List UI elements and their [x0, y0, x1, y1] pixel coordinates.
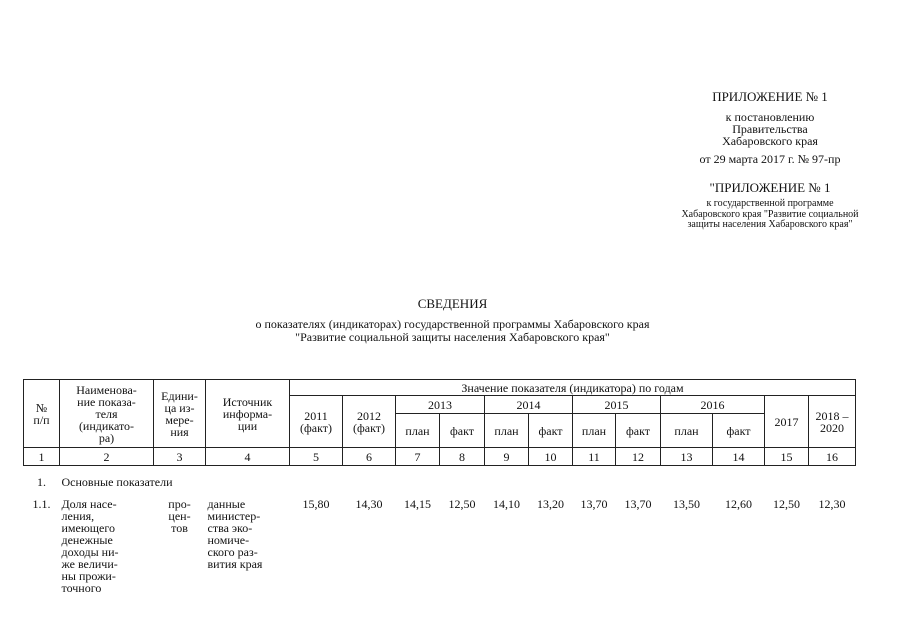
header-year-2017: 2017: [765, 396, 809, 448]
appendix-to-line: Хабаровского края: [722, 134, 818, 148]
appendix-inner-title: "ПРИЛОЖЕНИЕ № 1: [709, 180, 831, 195]
row-num: 1.1.: [32, 497, 51, 511]
value-2013-plan: 14,15: [404, 497, 431, 511]
value-2015-plan: 13,70: [580, 497, 608, 511]
row-unit: про- цен- тов: [168, 497, 191, 535]
appendix-inner-line: к государственной программе: [706, 198, 834, 209]
header-plan: план: [396, 414, 440, 448]
header-fact: факт: [529, 414, 573, 448]
header-year-2011: 2011 (факт): [290, 396, 343, 448]
value-2018-2020: 12,30: [818, 497, 846, 511]
doc-title: СВЕДЕНИЯ: [417, 296, 488, 311]
value-2016-fact: 12,60: [725, 497, 752, 511]
column-number-row: [24, 448, 856, 466]
header-fact: факт: [440, 414, 485, 448]
value-2017: 12,50: [773, 497, 800, 511]
value-2012-fact: 14,30: [355, 497, 383, 511]
appendix-date: от 29 марта 2017 г. № 97-пр: [699, 152, 841, 166]
column-number: 1: [24, 448, 60, 466]
row-source: данные министер- ства эко- номиче- ского раз- вития края: [207, 497, 263, 571]
table-row: [24, 488, 856, 594]
header-plan: план: [573, 414, 616, 448]
header-year-2018-2020: 2018 – 2020: [809, 396, 856, 448]
column-number: 9: [485, 448, 529, 466]
header-year-2013: 2013: [396, 396, 485, 414]
appendix-title: ПРИЛОЖЕНИЕ № 1: [712, 89, 828, 104]
header-unit: Едини- ца из- мере- ния: [154, 380, 206, 448]
header-fact: факт: [616, 414, 661, 448]
appendix-to-line: Правительства: [732, 122, 808, 136]
appendix-to-line: к постановлению: [725, 110, 815, 124]
appendix-inner-block: [620, 199, 905, 231]
header-name: Наименова- ние показа- теля (индикато- ра): [60, 380, 154, 448]
column-number: 6: [343, 448, 396, 466]
column-number: 8: [440, 448, 485, 466]
appendix-inner-line: Хабаровского края "Развитие социальной: [681, 208, 859, 220]
appendix-inner-line: защиты населения Хабаровского края": [687, 219, 853, 230]
section-label: Основные показатели: [61, 475, 173, 489]
value-2011-fact: 15,80: [302, 497, 330, 511]
column-number: 16: [809, 448, 856, 466]
indicators-table: [23, 379, 856, 594]
doc-subtitle: [0, 318, 905, 343]
column-number: 4: [206, 448, 290, 466]
column-number: 14: [713, 448, 765, 466]
column-number: 11: [573, 448, 616, 466]
value-2014-fact: 13,20: [537, 497, 564, 511]
header-source: Источник информа- ции: [206, 380, 290, 448]
section-num: 1.: [37, 475, 46, 489]
section-row: [24, 466, 856, 489]
column-number: 12: [616, 448, 661, 466]
column-number: 15: [765, 448, 809, 466]
header-year-2016: 2016: [661, 396, 765, 414]
header-fact: факт: [713, 414, 765, 448]
header-year-2015: 2015: [573, 396, 661, 414]
value-2014-plan: 14,10: [493, 497, 520, 511]
column-number: 7: [396, 448, 440, 466]
header-year-2012: 2012 (факт): [343, 396, 396, 448]
column-number: 10: [529, 448, 573, 466]
value-2016-plan: 13,50: [673, 497, 700, 511]
column-number: 3: [154, 448, 206, 466]
header-plan: план: [485, 414, 529, 448]
header-values-group: Значение показателя (индикатора) по годам: [290, 380, 856, 396]
value-2015-fact: 13,70: [624, 497, 652, 511]
appendix-to-block: [620, 111, 905, 147]
header-year-2014: 2014: [485, 396, 573, 414]
value-2013-fact: 12,50: [448, 497, 476, 511]
column-number: 2: [60, 448, 154, 466]
header-num: № п/п: [24, 380, 60, 448]
column-number: 13: [661, 448, 713, 466]
doc-subtitle-line: о показателях (индикаторах) государственной программы Хабаровского края: [255, 317, 650, 331]
doc-subtitle-line: "Развитие социальной защиты населения Хабаровского края": [295, 329, 610, 344]
header-plan: план: [661, 414, 713, 448]
column-number: 5: [290, 448, 343, 466]
row-name: Доля насе- ления, имеющего денежные доходы ни- же величи- ны прожи- точного: [61, 497, 119, 595]
